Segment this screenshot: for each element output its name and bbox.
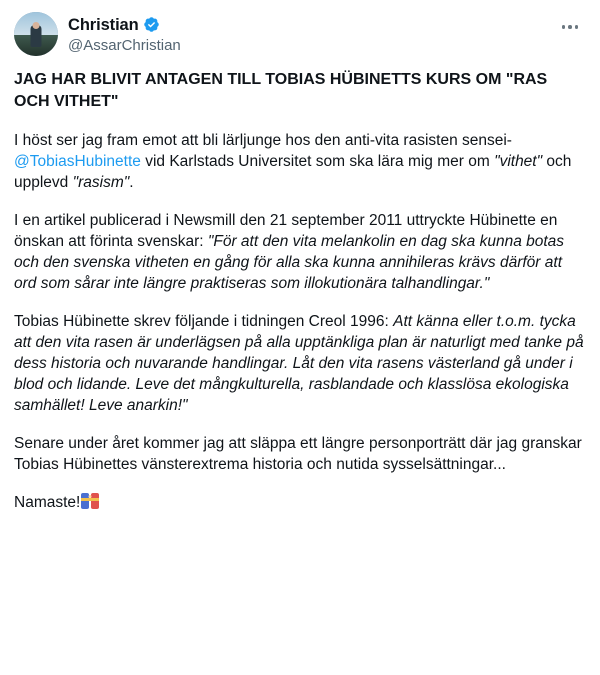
tweet-text <box>14 69 586 513</box>
paragraph-1-quote-1: "vithet" <box>494 153 543 170</box>
paragraph-1-part-d: . <box>129 174 134 191</box>
avatar-head <box>33 22 40 29</box>
books-emoji-dot <box>89 495 92 498</box>
tweet-paragraph-1 <box>14 130 586 193</box>
paragraph-1-part-b: vid Karlstads Universitet som ska lära mig mer om <box>140 153 495 170</box>
paragraph-2-quote: "För att den vita melankolin en dag ska kunna botas och den svenska vitheten en gång för alla ska kunna annihileras krävs därför att ord som sårar inte längre praktiseras som illokutionära talhandlingar." <box>14 233 565 292</box>
more-dot-2 <box>568 25 572 29</box>
paragraph-3-lead: Tobias Hübinette skrev följande i tidningen Creol 1996: <box>14 313 394 330</box>
paragraph-1-part-c: och upplevd <box>14 153 572 191</box>
books-emoji <box>81 492 99 510</box>
more-dot-3 <box>575 25 579 29</box>
paragraph-2-lead: I en artikel publicerad i Newsmill den 21 september 2011 uttryckte Hübinette en önskan att förinta svenskar: <box>14 212 558 250</box>
tweet-paragraph-5 <box>14 492 586 513</box>
tweet-paragraph-3 <box>14 311 586 416</box>
books-emoji-right <box>91 493 99 509</box>
books-emoji-band <box>81 498 99 501</box>
tweet-headline: JAG HAR BLIVIT ANTAGEN TILL TOBIAS HÜBINETTS KURS OM "RAS OCH VITHET" <box>14 71 548 110</box>
paragraph-3-quote: Att känna eller t.o.m. tycka att den vita rasen är underlägsen på alla upptänkliga plan är naturligt med tanke på dess historia och nuvarande handlingar. Låt den vita rasens västerland gå under i blod och lidande. Leve det mångkulturella, rasblandade och klasslösa ekologiska samhället! Leve anarkin!" <box>14 313 584 414</box>
author-handle[interactable]: @AssarChristian <box>68 36 181 54</box>
more-dot-1 <box>562 25 566 29</box>
mention-link-tobiashubinette[interactable]: @TobiasHubinette <box>14 153 141 170</box>
author-name-block <box>68 12 181 57</box>
paragraph-1-quote-2: "rasism" <box>72 174 130 191</box>
tweet-paragraph-4: Senare under året kommer jag att släppa ett längre personporträtt där jag granskar Tobias Hübinettes vänsterextrema historia och nutida sysselsättningar... <box>14 435 582 473</box>
paragraph-1-part-a: I höst ser jag fram emot att bli lärljunge hos den anti-vita rasisten sensei- <box>14 132 512 149</box>
tweet-paragraph-2 <box>14 210 586 294</box>
tweet-header <box>14 12 586 57</box>
more-options-icon[interactable] <box>556 16 584 38</box>
paragraph-5-text: Namaste! <box>14 494 81 511</box>
avatar[interactable] <box>14 12 58 56</box>
author-display-name[interactable]: Christian <box>68 15 139 34</box>
author-name-row <box>68 15 181 35</box>
verified-badge-icon <box>143 16 160 33</box>
